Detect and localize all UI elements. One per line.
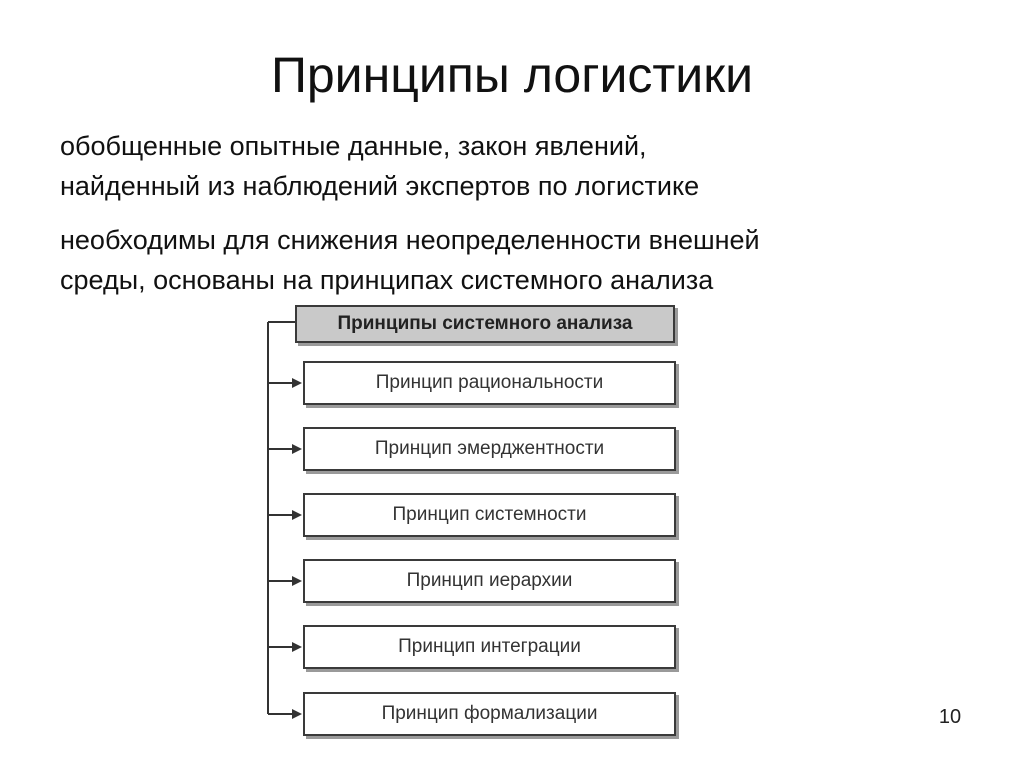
connector-arrows xyxy=(268,378,302,719)
definition-line-2: найденный из наблюдений экспертов по логистике xyxy=(60,171,700,201)
page-number: 10 xyxy=(938,706,962,728)
diagram-item-box: Принцип рациональности xyxy=(303,361,676,405)
arrow-head-icon xyxy=(292,378,302,388)
diagram-item-box: Принцип интеграции xyxy=(303,625,676,669)
diagram-header-box: Принципы системного анализа xyxy=(295,305,675,343)
arrow-head-icon xyxy=(292,444,302,454)
arrow-head-icon xyxy=(292,576,302,586)
diagram-item-box: Принцип иерархии xyxy=(303,559,676,603)
arrow-head-icon xyxy=(292,510,302,520)
diagram-item-box: Принцип формализации xyxy=(303,692,676,736)
purpose-line-1: необходимы для снижения неопределенности внешней xyxy=(60,225,760,255)
diagram-item-box: Принцип системности xyxy=(303,493,676,537)
slide-title: Принципы логистики xyxy=(270,47,754,103)
arrow-head-icon xyxy=(292,642,302,652)
arrow-head-icon xyxy=(292,709,302,719)
definition-line-1: обобщенные опытные данные, закон явлений, xyxy=(60,131,647,161)
diagram-item-box: Принцип эмерджентности xyxy=(303,427,676,471)
purpose-line-2: среды, основаны на принципах системного анализа xyxy=(60,265,714,295)
